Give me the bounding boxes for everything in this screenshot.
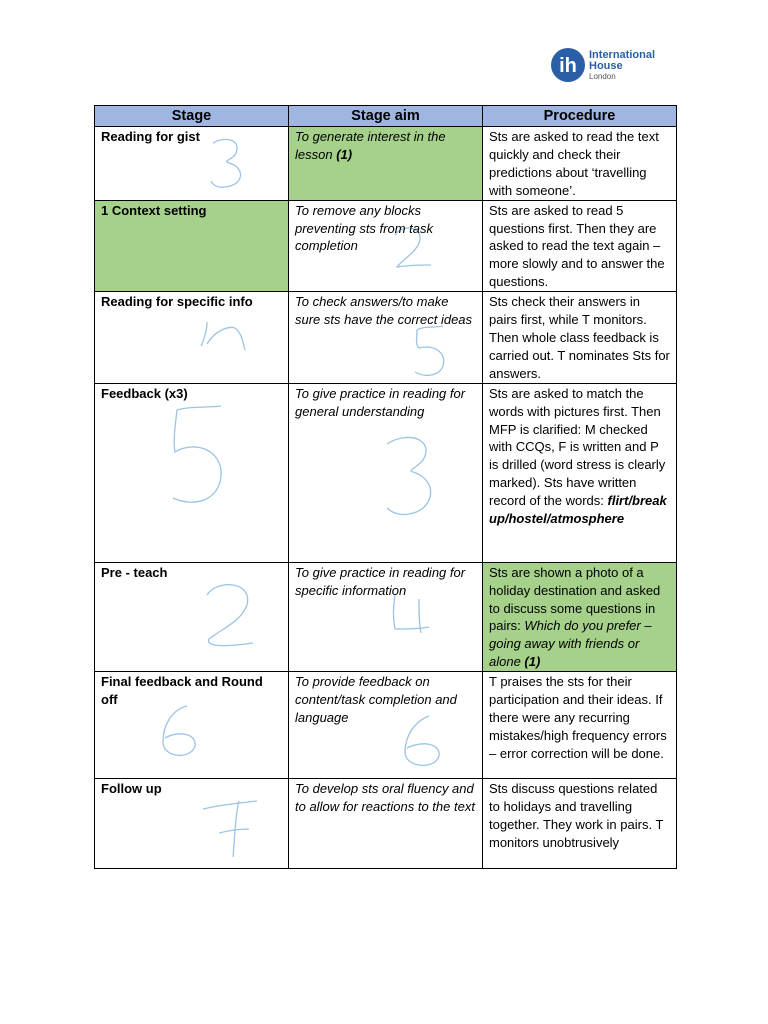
handwritten-number-4-mark — [195, 316, 255, 356]
procedure-text: T praises the sts for their participation and their ideas. If there were any recurring mistakes/high frequency errors – error correction will be done. — [489, 674, 667, 761]
procedure-ref: (1) — [524, 654, 541, 670]
table-header-row — [95, 106, 677, 127]
procedure-text: Sts discuss questions related to holidays and travelling together. They work in pairs. T monitors unobtrusively — [489, 781, 664, 850]
stage-aim-cell — [289, 779, 483, 869]
procedure-cell — [483, 200, 677, 292]
stage-aim-text: To give practice in reading for specific information — [295, 564, 466, 598]
handwritten-number-3-mark — [205, 135, 255, 193]
stage-aim-text: To check answers/to make sure sts have the correct ideas — [295, 294, 473, 328]
stage-aim-cell — [289, 200, 483, 292]
stage-label: Feedback (x3) — [101, 385, 188, 401]
procedure-text: Sts are asked to read 5 questions first. Then they are asked to read the text again – more slowly and to answer the questions. — [489, 202, 665, 290]
stage-label: Reading for gist — [101, 129, 200, 144]
stage-aim-text: To provide feedback on content/task completion and language — [295, 674, 457, 725]
table-row — [95, 292, 677, 384]
logo-line-1: International — [589, 48, 656, 61]
stage-cell — [95, 779, 289, 869]
stage-label: Follow up — [101, 781, 162, 797]
stage-aim-text: To give practice in reading for general understanding — [295, 385, 466, 419]
ih-logo-icon — [551, 48, 585, 82]
stage-cell — [95, 292, 289, 384]
stage-aim-cell — [289, 127, 483, 201]
lesson-plan-table — [94, 105, 677, 869]
handwritten-number-6-mark — [151, 702, 211, 762]
handwritten-number-5-mark — [405, 322, 455, 382]
stage-aim-text: To develop sts oral fluency and to allow for reactions to the text — [295, 781, 475, 815]
handwritten-number-3-mark — [379, 430, 445, 520]
header-stage-aim: Stage aim — [289, 106, 483, 127]
stage-label: Pre - teach — [101, 564, 168, 580]
handwritten-number-6-mark — [395, 712, 455, 772]
stage-cell — [95, 127, 289, 201]
table-row — [95, 127, 677, 201]
vocabulary-list: flirt/break up/hostel/atmosphere — [489, 493, 667, 527]
procedure-cell — [483, 672, 677, 779]
ih-logo-mark — [551, 48, 585, 82]
international-house-logo — [551, 48, 655, 82]
handwritten-number-5-mark — [161, 400, 231, 518]
procedure-cell — [483, 292, 677, 384]
header-procedure: Procedure — [483, 106, 677, 127]
procedure-cell — [483, 562, 677, 671]
table-row — [95, 672, 677, 779]
header-stage: Stage — [95, 106, 289, 127]
procedure-cell — [483, 383, 677, 562]
table-row — [95, 383, 677, 562]
table-row — [95, 779, 677, 869]
stage-aim-text: To generate interest in the lesson — [295, 129, 446, 162]
stage-label: Reading for specific info — [101, 294, 253, 310]
stage-aim-cell — [289, 562, 483, 671]
procedure-text: Sts are shown a photo of a holiday destination and asked to discuss some questions in pairs: — [489, 564, 661, 634]
discussion-question: Which do you prefer – going away with friends or alone — [489, 618, 652, 670]
handwritten-number-7-mark — [195, 787, 265, 865]
stage-label: Final feedback and Round off — [101, 674, 263, 708]
procedure-cell — [483, 779, 677, 869]
stage-aim-text: To remove any blocks preventing sts from task completion — [295, 202, 433, 254]
stage-cell — [95, 383, 289, 562]
logo-line-2: House — [589, 59, 623, 72]
stage-label: 1 Context setting — [101, 202, 207, 218]
procedure-text: Sts are asked to match the words with pictures first. Then MFP is clarified: M checked with CCQs, F is written and P is drilled (word stress is clearly marked). Sts have written record of the words: — [489, 385, 666, 509]
stage-aim-cell — [289, 292, 483, 384]
table-row — [95, 562, 677, 671]
logo-wordmark — [589, 50, 655, 81]
procedure-text: Sts are asked to read the text quickly and check their predictions about ‘travelling with someone’. — [489, 129, 659, 198]
stage-cell — [95, 200, 289, 292]
procedure-text: Sts check their answers in pairs first, while T monitors. Then whole class feedback is carried out. T nominates Sts for answers. — [489, 294, 670, 381]
stage-aim-cell — [289, 672, 483, 779]
stage-cell — [95, 672, 289, 779]
stage-aim-cell — [289, 383, 483, 562]
stage-aim-ref: (1) — [336, 146, 353, 162]
handwritten-number-2-mark — [195, 577, 265, 653]
table-row — [95, 200, 677, 292]
logo-line-3: London — [589, 71, 616, 81]
svg-text:ih: ih — [559, 55, 577, 77]
procedure-cell — [483, 127, 677, 201]
stage-cell — [95, 562, 289, 671]
